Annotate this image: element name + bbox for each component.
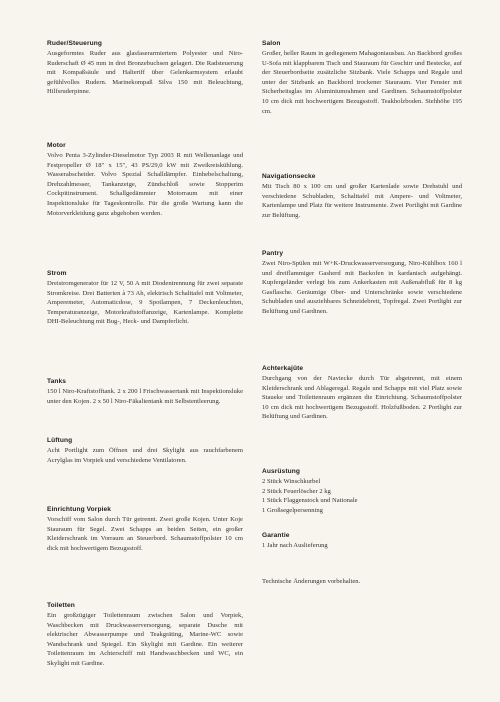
section-ausruestung bbox=[262, 468, 462, 515]
section-text: Mit Tisch 80 x 100 cm und großer Kartenlade sowie Drehstuhl und verschiedene Schubladen, Schalttafel mit Ampere- und Voltmeter, Kartenlampe und Platz für weitere Instrumente. Zwei Portlight mit Gardine zur Belüftung. bbox=[262, 183, 462, 219]
section-text: 150 l Niro-Kraftstofftank. 2 x 200 l Frischwassertank mit Inspektionsluke unter den Kojen. 2 x 50 l Niro-Fäkalientank mit Selbstentleerung. bbox=[47, 388, 243, 405]
section-text: Vorschiff vom Salon durch Tür getrennt. Zwei große Kojen. Unter Koje Stauraum für Segel. Zwei Schapps an beiden Seiten, ein großer Kleiderschrank im Vorraum an Steuerbord. Schaumstoffpolster 10 cm dick mit hochwertigem Bezugsstoff. bbox=[47, 516, 243, 552]
section-title: Tanks bbox=[47, 378, 67, 385]
section-text: Zwei Niro-Spülen mit W+K-Druckwasserversorgung, Niro-Kühlbox 160 l und dreiflammiger Gasherd mit Backofen in kardanisch aufgehängt. Kupfergeländer verlegt bis zum Ankerkasten mit Außenabfluß für 8 kg Gasflasche. Geräumige Ober- und Unterschränke sowie verschiedene Schubladen und ausziehbares Schneidebrett, Topfregal. Zwei Portlight zur Belüftung und Gardinen. bbox=[262, 260, 462, 315]
section-salon bbox=[262, 40, 462, 116]
section-text: Dreistromgenerator für 12 V, 50 A mit Diodentrennung für zwei separate Stromkreise. Drei Batterien à 73 Ah, elektrisch Schalttafel mit Voltmeter, Amperemeter, Automaticdose, 9 Spotlampen, 7 Deckenleuchten, Temperaturanzeige, Motorkraftstoffanzeige, Kartenlampe. Komplette DHI-Beleuchtung mit Bug-, Heck- und Dampferlicht. bbox=[47, 280, 243, 326]
section-title: Toiletten bbox=[47, 602, 75, 609]
section-garantie bbox=[262, 532, 462, 551]
section-strom bbox=[47, 270, 243, 327]
section-text: 2 Stück Winschkurbel 2 Stück Feuerlöscher 2 kg 1 Stück Flaggenstock und Nationale 1 Großsegelpersenning bbox=[262, 478, 358, 514]
section-text: Ausgeformtes Ruder aus glasfaserarmiertem Polyester und Niro-Ruderschaft Ø 45 mm in drei Bronzebuchsen gelagert. Die Radsteuerung mit Kompaßsäule und Halteriff über Gelenkarmsystem erlaubt gefühlvolles Rudern. Marinekompaß Silva 150 mit Beleuchtung, Hilfsruderpinne. bbox=[47, 50, 243, 96]
section-pantry bbox=[262, 250, 462, 317]
footer-note: Technische Änderungen vorbehalten. bbox=[262, 578, 361, 585]
section-navigationsecke bbox=[262, 173, 462, 220]
section-text: Acht Portlight zum Öffnen und drei Skylight aus rauchfarbenem Acrylglas im Vorpiek und verschiedene Ventilatoren. bbox=[47, 447, 243, 464]
section-achterkajuete bbox=[262, 365, 462, 422]
section-text: 1 Jahr nach Auslieferung bbox=[262, 542, 328, 549]
section-einrichtung-vorpiek bbox=[47, 506, 243, 553]
section-text: Großer, heller Raum in gediegenem Mahagoniausbau. An Backbord großes U-Sofa mit klappbarem Tisch und Stauraum für Geschirr und Bestecke, auf der Steuerbordseite zusätzliche Sitzbank. Viele Schapps und Regale und unter der Sitzbank an Backbord trockener Stauraum. Vier Fenster mit Sicherheitsglas im Aluminiumrahmen und Gardinen. Schaumstoffpolster 10 cm dick mit hochwertigem Bezugsstoff. Teakholzboden. Stehhöhe 195 cm. bbox=[262, 50, 462, 115]
section-title: Motor bbox=[47, 142, 66, 149]
section-title: Pantry bbox=[262, 250, 284, 257]
section-title: Strom bbox=[47, 270, 67, 277]
section-title: Navigationsecke bbox=[262, 173, 316, 180]
section-lueftung bbox=[47, 437, 243, 465]
section-title: Einrichtung Vorpiek bbox=[47, 506, 112, 513]
section-title: Ausrüstung bbox=[262, 468, 300, 475]
section-title: Ruder/Steuerung bbox=[47, 40, 102, 47]
section-toiletten bbox=[47, 602, 243, 669]
section-title: Garantie bbox=[262, 532, 290, 539]
section-tanks bbox=[47, 378, 243, 406]
section-text: Ein großzügiger Toilettenraum zwischen Salon und Vorpiek, Waschbecken mit Druckwasserversorgung, separate Dusche mit elektrischer Abwasserpumpe und Teakgräting, Marine-WC sowie Wandschrank und Spiegel. Ein Skylight mit Gardine. Ein weiterer Toilettenraum im Achterschiff mit Handwaschbecken und WC, ein Skylight mit Gardine. bbox=[47, 612, 243, 667]
section-title: Salon bbox=[262, 40, 281, 47]
section-title: Lüftung bbox=[47, 437, 73, 444]
section-text: Volvo Penta 3-Zylinder-Dieselmotor Typ 2003 R mit Wellenanlage und Festpropeller Ø 18" x 15", 43 PS/29,0 kW mit Zweikreiskühlung. Wasserabscheider. Volvo Spezial Schalldämpfer. Einhebelschaltung, Drehzahlmesser, Tankanzeige, Zündschloß sowie Stopperim Cockpitinstrument. Schallgedämmter Motorraum mit einer Inspektionsluke für Tageskontrolle. Für die große Wartung kann die Motorverkleidung ganz abgehoben werden. bbox=[47, 152, 243, 217]
section-text: Durchgang von der Naviecke durch Tür abgetrennt, mit einem Kleiderschrank und Ablageregal. Regale und Schapps mit viel Platz sowie Staueke und Toilettenraum ergänzen die Einrichtung. Schaumstoffpolster 10 cm dick mit hochwertigem Bezugsstoff. Holzfußboden. 2 Portlight zur Belüftung und Gardinen. bbox=[262, 375, 462, 421]
section-title: Achterkajüte bbox=[262, 365, 304, 372]
section-motor bbox=[47, 142, 243, 218]
section-ruder bbox=[47, 40, 243, 97]
